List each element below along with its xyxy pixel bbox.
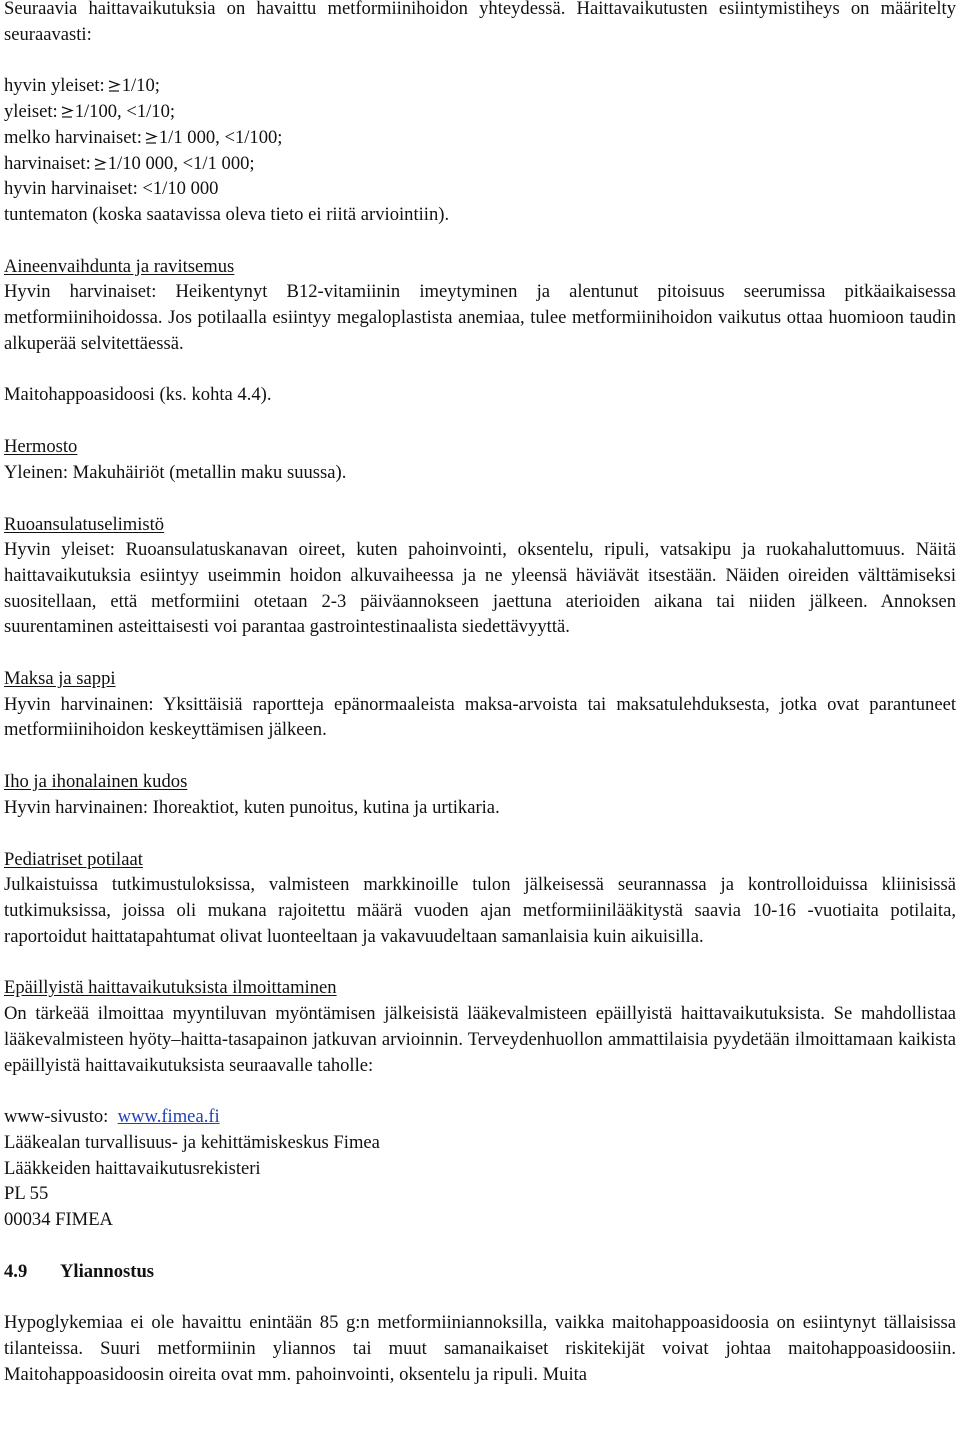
section-heading: Pediatriset potilaat [4,848,143,870]
section-pediatric [4,847,956,950]
section-reporting [4,975,956,1232]
section-title [4,1259,956,1285]
address-line: Lääkkeiden haittavaikutusrekisteri [4,1157,261,1179]
address-line: 00034 FIMEA [4,1209,113,1231]
section-text: Maitohappoasidoosi (ks. kohta 4.4). [4,384,272,406]
section-text: Hyvin harvinainen: Ihoreaktiot, kuten punoitus, kutina ja urtikaria. [4,796,500,818]
section-number: 4.9 [4,1260,28,1282]
freq-uncommon: melko harvinaiset: 1/1 000, <1/100; [4,126,283,148]
section-text: Hypoglykemiaa ei ole havaittu enintään 85 g:n metformiiniannoksilla, vaikka maitohappoasidoosia on esiintynyt tällaisissa tilanteissa. Suuri metformiinin yliannos tai muut samanaikaiset riskitekijät voivat johtaa maitohappoasidoosiin. Maitohappoasidoosin oireita ovat mm. pahoinvointi, oksentelu ja ripuli. Muita [4,1312,956,1385]
section-nervous-system [4,434,956,485]
section-text: Julkaistuissa tutkimustuloksissa, valmisteen markkinoille tulon jälkeisessä seurannassa ja kontrolloiduissa kliinisissä tutkimuksissa, joissa oli mukana rajoitettu määrä vuoden ajan metformiinilääkitystä saavia 10-16 -vuotiaita potilaita, raportoidut haittatapahtumat olivat luonteeltaan ja vakavuudeltaan samanlaisia kuin aikuisilla. [4,874,956,947]
section-heading: Maksa ja sappi [4,668,116,690]
section-heading: Hermosto [4,436,78,458]
section-heading: Iho ja ihonalainen kudos [4,771,188,793]
website-line [4,1104,956,1130]
greater-than-or-equal-icon [144,132,158,144]
section-title-text: Yliannostus [60,1260,155,1282]
website-label: www-sivusto: [4,1106,109,1128]
address-line: PL 55 [4,1183,49,1205]
section-heading: Ruoansulatuselimistö [4,513,165,535]
section-skin [4,769,956,820]
freq-unknown: tuntematon (koska saatavissa oleva tieto ei riitä arviointiin). [4,203,450,225]
section-text: Yleinen: Makuhäiriöt (metallin maku suussa). [4,461,347,483]
intro-paragraph: Seuraavia haittavaikutuksia on havaittu metformiinihoidon yhteydessä. Haittavaikutusten esiintymistiheys on määritelty seuraavasti: [4,0,956,45]
section-text: Hyvin harvinainen: Yksittäisiä raportteja epänormaaleista maksa-arvoista tai maksatulehduksesta, jotka ovat parantuneet metformiinihoidon keskeyttämisen jälkeen. [4,693,956,741]
greater-than-or-equal-icon [107,80,121,92]
fimea-link[interactable]: www.fimea.fi [117,1106,220,1128]
address-line: Lääkealan turvallisuus- ja kehittämiskeskus Fimea [4,1131,380,1153]
document-page [4,0,956,1388]
greater-than-or-equal-icon [93,158,107,170]
section-heading: Epäillyistä haittavaikutuksista ilmoittaminen [4,977,337,999]
freq-rare: harvinaiset: 1/10 000, <1/1 000; [4,152,255,174]
section-text: On tärkeää ilmoittaa myyntiluvan myöntämisen jälkeisistä lääkevalmisteen epäillyistä haittavaikutuksista. Se mahdollistaa lääkevalmisteen hyöty–haitta-tasapainon jatkuvan arvioinnin. Terveydenhuollon ammattilaisia pyydetään ilmoittamaan kaikista epäillyistä haittavaikutuksista seuraavalle taholle: [4,1003,956,1076]
section-metabolism [4,254,956,409]
section-liver [4,666,956,743]
section-overdose [4,1259,956,1388]
section-text: Hyvin harvinaiset: Heikentynyt B12-vitamiinin imeytyminen ja alentunut pitoisuus seerumissa pitkäaikaisessa metformiinihoidossa. Jos potilaalla esiintyy megaloplastista anemiaa, tulee metformiinihoidon vaikutus ottaa huomioon taudin alkuperää selvitettäessä. [4,281,956,354]
section-text: Hyvin yleiset: Ruoansulatuskanavan oireet, kuten pahoinvointi, oksentelu, ripuli, vatsakipu ja ruokahaluttomuus. Näitä haittavaikutuksia esiintyy useimmin hoidon alkuvaiheessa ja ne yleensä häviävät itsestään. Näiden oireiden välttämiseksi suositellaan, että metformiini otetaan 2-3 päiväannokseen jaettuna aterioiden aikana tai niiden jälkeen. Annoksen suurentaminen asteittaisesti voi parantaa gastrointestinaalista siedettävyyttä. [4,539,956,638]
freq-very-common: hyvin yleiset: 1/10; [4,75,160,97]
freq-very-rare: hyvin harvinaiset: <1/10 000 [4,178,219,200]
section-heading: Aineenvaihdunta ja ravitsemus [4,255,235,277]
freq-common: yleiset: 1/100, <1/10; [4,101,176,123]
section-gastrointestinal [4,512,956,641]
frequency-list [4,73,956,227]
greater-than-or-equal-icon [60,106,74,118]
